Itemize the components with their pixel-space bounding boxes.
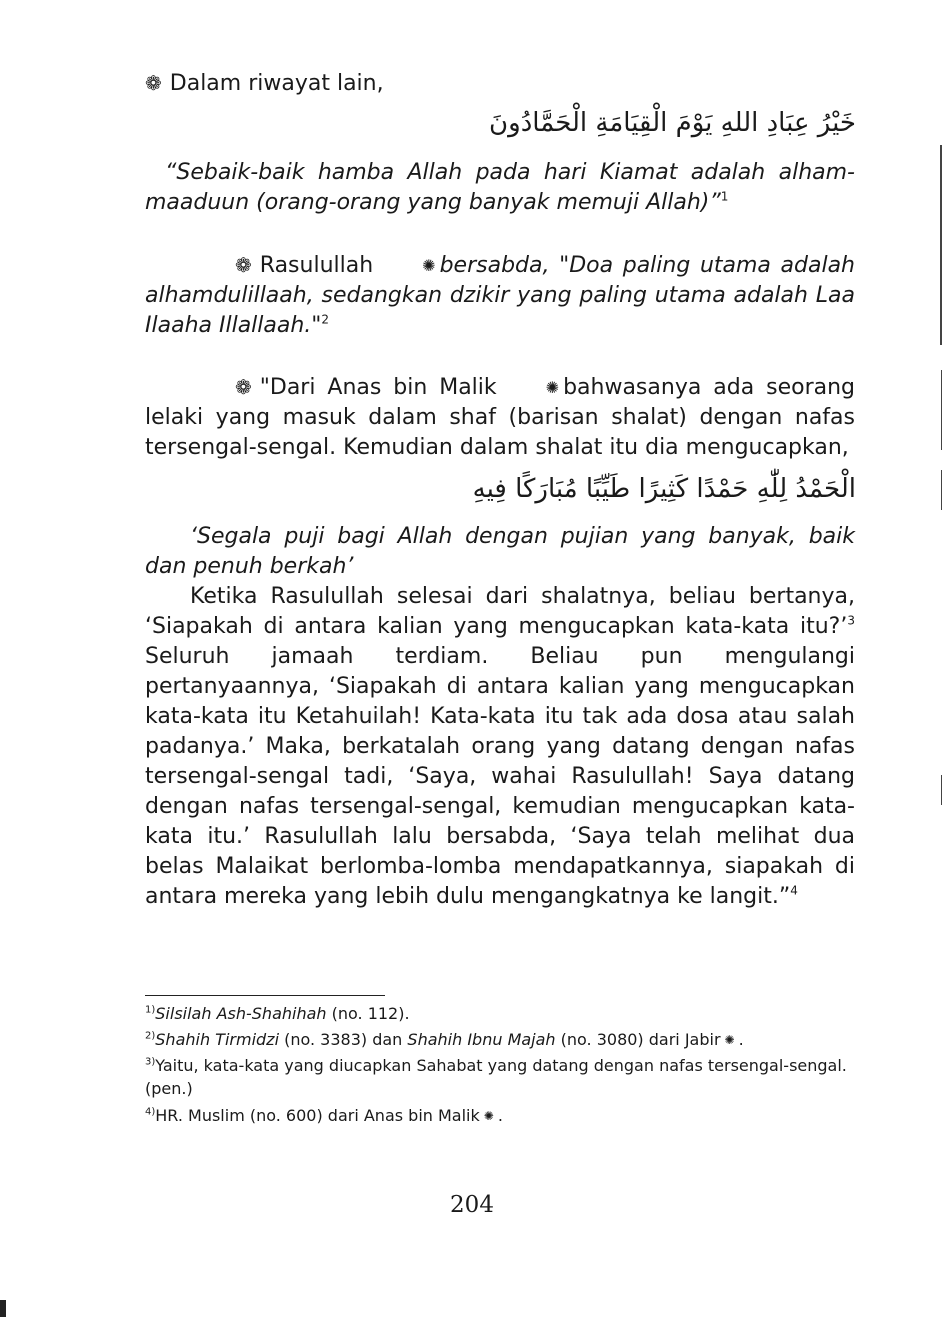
footnote-ref-1: 1 [720,189,729,204]
footnote-4: $^{4)}$HR. Muslim (no. 600) dari Anas bin Malik ✺ . [145,1104,860,1128]
paragraph-anas [145,372,855,463]
page-number: 204 [450,1192,494,1218]
scan-edge-mark [940,145,942,345]
anas-lead: "Dari Anas bin Malik [259,375,497,400]
footnote-2-source-2: Shahih Ibnu Majah [407,1030,556,1049]
footnote-3-num: 3) [145,1056,156,1068]
radhiyallahu-seal-icon: ✺ [483,1109,494,1123]
scan-edge-mark [941,775,942,805]
footnote-2-mid: (no. 3383) dan [279,1030,408,1049]
footnote-1-num: 1) [145,1004,156,1016]
rasulullah-label: Rasulullah [259,253,374,278]
footnote-4-num: 4) [145,1106,156,1118]
footnote-1-source: Silsilah Ash-Shahihah [155,1004,327,1023]
scan-edge-mark [941,470,942,510]
flower-ornament-icon: ❁ [235,253,252,277]
footnote-2-rest: (no. 3080) dari Jabir [555,1030,721,1049]
flower-ornament-icon: ❁ [235,375,252,399]
translation-2: ‘Segala puji bagi Allah dengan pujian yang banyak, baik dan penuh berkah’ [145,524,855,579]
footnote-ref-4: 4 [790,883,798,898]
footnote-2-num: 2) [145,1030,156,1042]
scan-edge-mark [941,370,942,450]
sallallahu-seal-icon: ✺ [422,256,436,275]
footnote-ref-3: 3 [847,613,855,628]
paragraph-story [145,582,855,912]
footnote-1-rest: (no. 112). [326,1004,410,1023]
anas-text: bahwasanya ada seorang lelaki yang masuk dalam shaf (barisan shalat) dengan nafas tersengal-sengal. Kemudian dalam shalat itu dia mengucapkan, [145,375,856,460]
translation-1-text: “Sebaik-baik hamba Allah pada hari Kiamat adalah alham-maaduun (orang-orang yang banyak memuji Allah)” [145,160,855,215]
footnote-4-rest: HR. Muslim (no. 600) dari Anas bin Malik [155,1106,480,1125]
intro-text: Dalam riwayat lain, [169,71,384,96]
footnote-2-source: Shahih Tirmidzi [155,1030,280,1049]
footnote-2: $^{2)}$Shahih Tirmidzi (no. 3383) dan Shahih Ibnu Majah (no. 3080) dari Jabir ✺ . [145,1028,860,1052]
paragraph-doa [145,250,855,341]
scan-corner-mark [0,1300,6,1317]
radhiyallahu-seal-icon: ✺ [724,1033,735,1047]
footnote-divider [145,995,385,996]
flower-ornament-icon: ❁ [145,71,162,95]
arabic-hadith-1: خَيْرُ عِبَادِ اللهِ يَوْمَ الْقِيَامَةِ الْحَمَّادُونَ [489,108,856,138]
radhiyallahu-seal-icon: ✺ [545,378,560,397]
story-text-b: Seluruh jamaah terdiam. Beliau pun mengulangi pertanyaannya, ‘Siapakah di antara kalian yang mengucapkan kata-kata itu Ketahuilah! Kata-kata itu tak ada dosa atau salah padanya.’ Maka, berkatalah orang yang datang dengan nafas tersengal-sengal tadi, ‘Saya, wahai Rasulullah! Saya datang dengan nafas tersengal-sengal, kemudian mengucapkan kata-kata itu.’ Rasulullah lalu bersabda, ‘Saya telah melihat dua belas Malaikat berlomba-lomba mendapatkannya, siapakah di antara mereka yang lebih dulu mengangkatnya ke langit.” [145,644,855,909]
translation-1 [145,158,855,218]
paragraph-intro [145,68,855,99]
footnote-ref-2: 2 [321,312,330,327]
story-text-a: Ketika Rasulullah selesai dari shalatnya, beliau bertanya, ‘Siapakah di antara kalian yang mengucapkan kata-kata itu?’ [145,584,855,639]
doa-text: bersabda, "Doa paling utama adalah alhamdulillaah, sedangkan dzikir yang paling utama adalah Laa Ilaaha Illallaah." [145,253,855,338]
footnote-3-rest: Yaitu, kata-kata yang diucapkan Sahabat yang datang dengan nafas tersengal-sengal.(pen.) [145,1056,847,1098]
arabic-hadith-2: الْحَمْدُ لِلّٰهِ حَمْدًا كَثِيرًا طَيِّبًا مُبَارَكًا فِيهِ [472,474,856,504]
footnote-1 [145,1002,860,1025]
footnote-3 [145,1054,860,1100]
